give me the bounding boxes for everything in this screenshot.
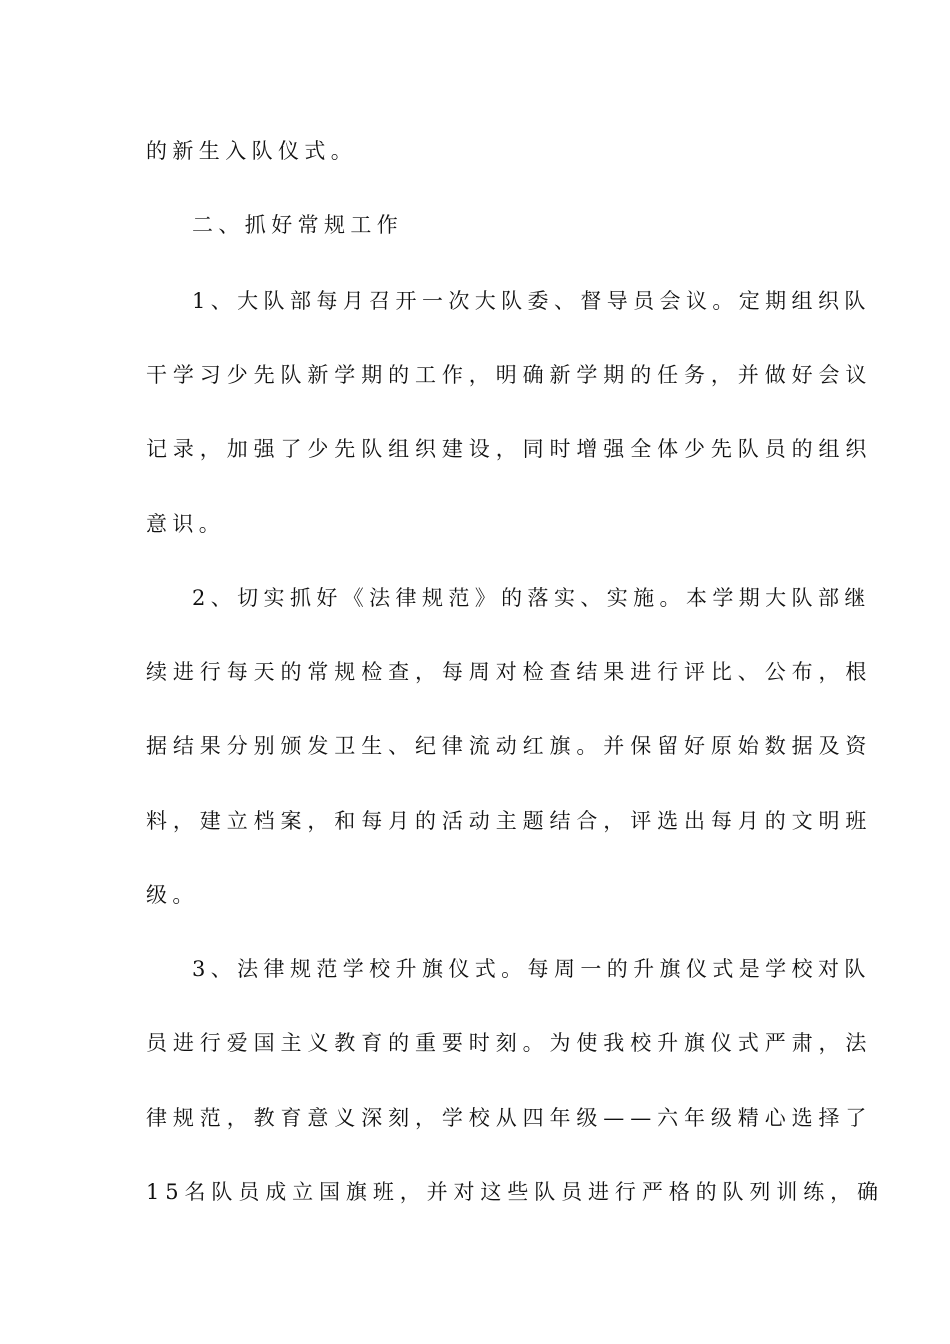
text-line: 员进行爱国主义教育的重要时刻。为使我校升旗仪式严肃，法	[146, 1031, 873, 1055]
text-line: 3、法律规范学校升旗仪式。每周一的升旗仪式是学校对队	[192, 957, 871, 981]
text-line: 干学习少先队新学期的工作，明确新学期的任务，并做好会议	[146, 363, 873, 387]
text-line: 级。	[146, 883, 199, 907]
section-heading: 二、抓好常规工作	[192, 213, 404, 237]
text-line: 律规范，教育意义深刻，学校从四年级——六年级精心选择了	[146, 1106, 873, 1130]
text-line: 续进行每天的常规检查，每周对检查结果进行评比、公布，根	[146, 660, 873, 684]
text-line: 据结果分别颁发卫生、纪律流动红旗。并保留好原始数据及资	[146, 734, 873, 758]
text-line: 1、大队部每月召开一次大队委、督导员会议。定期组织队	[192, 289, 871, 313]
text-line: 15名队员成立国旗班，并对这些队员进行严格的队列训练，确	[146, 1180, 884, 1204]
text-line: 2、切实抓好《法律规范》的落实、实施。本学期大队部继	[192, 586, 871, 610]
text-line: 的新生入队仪式。	[146, 139, 358, 163]
text-line: 料，建立档案，和每月的活动主题结合，评选出每月的文明班	[146, 809, 873, 833]
text-line: 记录，加强了少先队组织建设，同时增强全体少先队员的组织	[146, 437, 873, 461]
text-line: 意识。	[146, 512, 226, 536]
